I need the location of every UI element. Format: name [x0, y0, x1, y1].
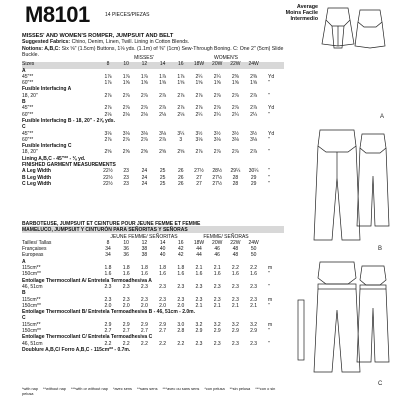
skill-level-es: Intermedio	[290, 16, 318, 23]
table-cell: 1.8	[177, 265, 185, 272]
table-cell: 2⅞	[213, 92, 221, 99]
table-cell: 2⅛	[104, 111, 112, 118]
table-cell: 2.1	[250, 302, 258, 309]
table-cell: 29	[250, 174, 257, 181]
table-cell: 8	[106, 239, 110, 246]
row-label: 150cm**	[22, 271, 41, 278]
footnote: *with nap	[22, 386, 39, 391]
pattern-number: M8101	[25, 2, 90, 27]
unit-label: "	[268, 80, 270, 87]
table-cell: 2⅞	[104, 105, 112, 112]
table-cell: 1⅞	[159, 73, 167, 80]
table-cell: 1.6	[159, 271, 167, 278]
table-cell: 2⅞	[159, 92, 167, 99]
row-label: FINISHED GARMENT MEASUREMENTS	[22, 162, 116, 169]
row-label: Entoilage Thermocollant A/ Entretela Termoadhesiva A	[22, 277, 152, 284]
table-cell: 2.1	[213, 265, 221, 272]
table-cell: 22½	[103, 180, 113, 187]
row-label: Sizes	[22, 61, 35, 68]
table-cell: 18W	[193, 61, 205, 68]
table-cell: 29	[250, 180, 257, 187]
table-cell: 2⅞	[231, 105, 239, 112]
table-cell: 24W	[248, 61, 259, 68]
unit-label: "	[268, 111, 270, 118]
table-cell: 27½	[194, 168, 204, 175]
table-cell: 2.3	[195, 283, 203, 290]
table-cell: 2.3	[195, 340, 203, 347]
row-label: 45"**	[22, 130, 34, 137]
table-cell: 2.3	[140, 283, 148, 290]
table-cell: 27	[196, 180, 202, 187]
unit-label: Yd	[268, 130, 275, 137]
table-cell: 27½	[212, 180, 223, 187]
table-cell: 1.8	[122, 265, 130, 272]
row-label: Lining A,B,C - 45"** - ⅜ yd.	[22, 155, 86, 162]
table-cell: 20W	[212, 239, 223, 246]
table-cell: 3.2	[231, 321, 239, 328]
table-cell: 3½	[195, 130, 203, 137]
view-c-label: C	[378, 381, 383, 387]
table-cell: 3¼	[177, 130, 185, 137]
table-cell: 2.3	[195, 296, 203, 303]
table-cell: 26	[178, 174, 184, 181]
table-cell: 3⅛	[140, 130, 148, 137]
table-cell: 2.3	[104, 296, 112, 303]
row-label: 150cm**	[22, 302, 41, 309]
table-cell: 28	[232, 174, 239, 181]
table-cell: 1.6	[140, 271, 148, 278]
view-b-label: B	[378, 246, 383, 252]
table-cell: 1⅝	[140, 80, 148, 87]
unit-label: "	[268, 180, 270, 187]
table-cell: 1.6	[213, 271, 221, 278]
unit-label: m	[268, 265, 273, 272]
table-cell: 46	[214, 252, 220, 259]
table-cell: 22½	[103, 168, 113, 175]
table-cell: 2.1	[213, 302, 221, 309]
table-cell: 1⅞	[104, 80, 112, 87]
table-cell: 26	[178, 168, 184, 175]
table-cell: 2⅞	[195, 149, 203, 156]
table-cell: 2.3	[213, 296, 221, 303]
row-label: Europeas	[22, 252, 44, 259]
footnote: ***avec ou sans sens	[162, 386, 200, 391]
table-cell: 2⅝	[177, 149, 185, 156]
fabrics-text: Chino, Denim, Linen, Twill. Lining in Cotton Blends.	[71, 39, 190, 46]
row-label: Fusible Interfacing C	[22, 143, 72, 150]
table-cell: 2⅝	[159, 149, 167, 156]
row-label: C Leg Width	[22, 180, 52, 187]
table-cell: 2⅞	[140, 105, 148, 112]
table-cell: 2.3	[250, 283, 258, 290]
table-cell: 2.3	[104, 283, 112, 290]
table-cell: 2.3	[177, 283, 185, 290]
unit-label: "	[268, 168, 270, 175]
table-cell: 2⅞	[140, 92, 148, 99]
table-cell: 2⅞	[177, 105, 185, 112]
table-cell: 2⅝	[122, 149, 130, 156]
table-cell: 3.0	[177, 321, 185, 328]
table-cell: 2.7	[140, 328, 148, 335]
row-label: 60"**	[22, 111, 34, 118]
table-cell: 36	[123, 252, 129, 259]
table-cell: 3⅛	[250, 136, 258, 143]
table-cell: 2.9	[104, 321, 112, 328]
table-cell: 2.3	[250, 296, 258, 303]
table-cell: 24	[141, 174, 148, 181]
table-cell: 1.8	[104, 265, 112, 272]
table-cell: 2⅞	[140, 136, 148, 143]
table-cell: 1⅞	[140, 73, 148, 80]
table-cell: 2.7	[122, 328, 130, 335]
row-label: A	[22, 67, 26, 74]
table-cell: 2⅞	[122, 105, 130, 112]
table-cell: 2⅞	[159, 136, 167, 143]
table-cell: 25	[159, 174, 166, 181]
table-cell: 2.3	[250, 340, 258, 347]
view-c-jumpsuit-belt-drawing	[298, 262, 389, 372]
table-cell: 27	[196, 174, 202, 181]
table-cell: 2⅝	[140, 149, 148, 156]
view-a-romper-drawing	[322, 8, 385, 48]
table-cell: 2.3	[231, 340, 239, 347]
table-cell: 2⅞	[122, 136, 130, 143]
footnote: **sin pelusa	[229, 386, 251, 391]
table-cell: 44	[196, 252, 202, 259]
table-cell: 2.9	[195, 328, 203, 335]
row-label: 46, 51cm	[22, 283, 43, 290]
table-cell: 2⅞	[104, 92, 112, 99]
table-cell: 2⅞	[159, 105, 167, 112]
table-cell: 18W	[193, 239, 205, 246]
table-cell: 2.2	[122, 340, 130, 347]
table-cell: 2.1	[231, 302, 239, 309]
table-cell: 8	[106, 61, 110, 68]
unit-label: m	[268, 321, 273, 328]
table-cell: 2.3	[159, 296, 167, 303]
table-cell: 25	[159, 180, 166, 187]
table-cell: 3.2	[250, 321, 258, 328]
table-cell: 27½	[212, 174, 223, 181]
table-cell: 48	[232, 246, 239, 253]
table-cell: 44	[196, 246, 202, 253]
table-cell: 2⅞	[122, 92, 130, 99]
table-cell: 2¼	[195, 73, 203, 80]
table-cell: 2⅞	[177, 92, 185, 99]
table-cell: 3½	[250, 130, 258, 137]
table-cell: 2.9	[140, 321, 148, 328]
table-cell: 2.7	[159, 328, 167, 335]
table-cell: 2.2	[177, 340, 185, 347]
table-cell: 2¼	[213, 73, 221, 80]
table-cell: 2⅛	[159, 111, 167, 118]
table-cell: 2⅜	[250, 73, 258, 80]
row-label: Doublure A,B,C/ Forro A,B,C - 115cm** - 0.7m.	[22, 346, 131, 353]
misses-group-label: MISSES'	[134, 55, 154, 61]
table-cell: 42	[178, 252, 184, 259]
table-cell: 1⅝	[195, 80, 203, 87]
table-cell: 28½	[212, 168, 223, 175]
table-cell: 2.1	[195, 265, 203, 272]
row-label: 45"**	[22, 73, 34, 80]
table-cell: 23	[123, 174, 129, 181]
view-b-jumpsuit-drawing	[314, 130, 389, 240]
table-cell: 3⅛	[122, 130, 130, 137]
footnote: **sans sens	[136, 386, 158, 391]
table-cell: 38	[141, 246, 148, 253]
row-label: Fusible Interfacing A	[22, 86, 72, 93]
misses-group-label: JEUNE FEMME/ SEÑORITAS	[110, 233, 178, 240]
unit-label: "	[268, 328, 270, 335]
table-cell: 3⅛	[195, 136, 203, 143]
fabrics-label: Suggested Fabrics:	[22, 39, 71, 46]
table-cell: 2⅞	[104, 136, 112, 143]
table-cell: 29¼	[230, 168, 241, 175]
table-cell: 23	[123, 168, 129, 175]
table-cell: 3⅛	[231, 136, 239, 143]
table-cell: 2⅞	[250, 149, 258, 156]
table-cell: 2.0	[177, 302, 185, 309]
row-label: 60"**	[22, 80, 34, 87]
row-label: Fusible Interfacing B - 18, 20" - 2⅝ yds.	[22, 117, 115, 124]
table-cell: 42	[178, 246, 184, 253]
table-cell: 2.2	[159, 340, 167, 347]
row-label: 150cm**	[22, 328, 41, 335]
table-cell: 28	[232, 180, 239, 187]
row-label: B	[22, 290, 26, 297]
table-cell: 12	[141, 61, 148, 68]
table-cell: 2.3	[159, 283, 167, 290]
unit-label: "	[268, 92, 270, 99]
table-cell: 3.2	[195, 321, 203, 328]
row-label: 18, 20"	[22, 149, 38, 156]
unit-label: "	[268, 271, 270, 278]
table-cell: 3½	[231, 130, 239, 137]
row-label: A	[22, 258, 26, 265]
table-cell: 3⅛	[104, 130, 112, 137]
table-cell: 2.3	[177, 296, 185, 303]
table-cell: 34	[105, 246, 111, 253]
table-cell: 1⅝	[159, 80, 167, 87]
table-cell: 2.9	[159, 321, 167, 328]
table-cell: 2.3	[231, 296, 239, 303]
row-label: Françaises	[22, 246, 47, 253]
table-cell: 1.6	[177, 271, 185, 278]
row-label: 115cm**	[22, 265, 41, 272]
view-illustrations	[286, 0, 400, 400]
table-cell: 22W	[230, 239, 241, 246]
table-cell: 38	[141, 252, 148, 259]
row-label: 45"**	[22, 105, 34, 112]
table-cell: 2.9	[231, 328, 239, 335]
table-cell: 50	[250, 246, 257, 253]
table-cell: 1⅞	[122, 73, 130, 80]
footnote: ***con o sin pelusa	[22, 386, 276, 396]
table-cell: 2.2	[231, 265, 239, 272]
table-cell: 2.3	[213, 340, 221, 347]
table-cell: 22W	[230, 61, 241, 68]
table-cell: 24	[141, 168, 148, 175]
row-label: A Leg Width	[22, 168, 51, 175]
table-cell: 2¼	[231, 111, 239, 118]
table-cell: 2.2	[250, 265, 258, 272]
table-cell: 2⅞	[231, 149, 239, 156]
row-label: Tailles/ Tallas	[22, 239, 52, 246]
table-cell: 2⅞	[250, 105, 258, 112]
table-cell: 2.9	[122, 321, 130, 328]
table-cell: 2¼	[250, 111, 258, 118]
row-label: BARBOTEUSE, JUMPSUIT ET CEINTURE POUR JEUNE FEMME ET FEMME	[22, 221, 201, 227]
table-cell: 25	[159, 168, 166, 175]
table-cell: 2.3	[140, 296, 148, 303]
table-cell: 12	[141, 239, 148, 246]
table-cell: 24	[141, 180, 148, 187]
pieces-count: 14 PIECES/PIEZAS	[105, 12, 150, 18]
table-cell: 2.3	[122, 283, 130, 290]
notions-label: Notions: A,B,C:	[22, 45, 61, 52]
table-cell: 2.2	[140, 340, 148, 347]
table-cell: 14	[159, 61, 166, 68]
table-cell: 20W	[212, 61, 223, 68]
unit-label: "	[268, 174, 270, 181]
table-cell: 2⅜	[231, 73, 239, 80]
row-label: B	[22, 99, 26, 106]
table-cell: 2.9	[250, 328, 258, 335]
table-cell: 2.0	[140, 302, 148, 309]
table-cell: 1.6	[195, 271, 203, 278]
table-cell: 2⅞	[213, 105, 221, 112]
row-label: B Leg Width	[22, 174, 52, 181]
skill-level-fr: Moins Facile	[285, 10, 318, 17]
table-cell: 2.0	[104, 302, 112, 309]
table-cell: 22½	[103, 174, 113, 181]
unit-label: Yd	[268, 73, 275, 80]
table-cell: 1⅝	[231, 80, 239, 87]
unit-label: Yd	[268, 105, 275, 112]
unit-label: "	[268, 340, 270, 347]
table-cell: 34	[105, 252, 111, 259]
footnotes	[22, 386, 284, 396]
footnote: **without nap	[43, 386, 66, 391]
table-cell: 46	[214, 246, 220, 253]
table-cell: 40	[159, 252, 166, 259]
table-cell: 2.0	[159, 302, 167, 309]
table-cell: 2.3	[213, 283, 221, 290]
table-cell: 30¼	[248, 168, 259, 175]
table-cell: 1⅝	[122, 80, 130, 87]
table-cell: 2¼	[195, 111, 203, 118]
footnote: *avec sens	[112, 386, 132, 391]
table-cell: 1.6	[104, 271, 112, 278]
table-cell: 1.6	[231, 271, 239, 278]
pattern-title: MISSES' AND WOMEN'S ROMPER, JUMPSUIT AND BELT	[22, 33, 174, 39]
row-label: MAMELUCO, JUMPSUIT Y CINTURÓN PARA SEÑORITAS Y SEÑORAS	[22, 227, 188, 234]
table-cell: 26	[178, 180, 184, 187]
table-cell: 1.8	[159, 265, 167, 272]
row-label: 46, 51cm	[22, 340, 43, 347]
table-cell: 1⅝	[250, 80, 258, 87]
table-cell: 2⅛	[140, 111, 148, 118]
row-label: Entoilage Thermocollant C/ Entretela Termoadhesiva C	[22, 334, 153, 341]
table-cell: 23	[123, 180, 129, 187]
table-cell: 2.3	[231, 283, 239, 290]
row-label: C	[22, 124, 26, 131]
garment-line-drawings	[286, 0, 400, 400]
table-cell: 3⅛	[213, 136, 221, 143]
table-cell: 3.2	[213, 321, 221, 328]
row-label: 18, 20"	[22, 92, 38, 99]
unit-label: "	[268, 283, 270, 290]
unit-label: "	[268, 136, 270, 143]
table-cell: 16	[178, 239, 184, 246]
row-label: 115cm**	[22, 296, 41, 303]
table-cell: 2⅞	[250, 92, 258, 99]
unit-label: "	[268, 302, 270, 309]
table-cell: 3½	[213, 130, 221, 137]
table-cell: 2⅞	[231, 92, 239, 99]
table-cell: 2.9	[213, 328, 221, 335]
table-cell: 40	[159, 246, 166, 253]
table-cell: 36	[123, 246, 129, 253]
table-cell: 10	[123, 61, 129, 68]
unit-label: "	[268, 149, 270, 156]
table-cell: 2.1	[195, 302, 203, 309]
table-cell: 1.6	[122, 271, 130, 278]
table-cell: 16	[178, 61, 184, 68]
row-label: 60"**	[22, 136, 34, 143]
table-cell: 1⅝	[213, 80, 221, 87]
table-cell: 1⅞	[104, 73, 112, 80]
table-cell: 2⅞	[195, 92, 203, 99]
footnote: *con pelusa	[204, 386, 225, 391]
womens-group-label: FEMME/ SEÑORAS	[203, 233, 249, 240]
table-cell: 1⅞	[177, 73, 185, 80]
notions-text: Six ⅝" (1.5cm) Buttons, 1⅛ yds. (1.1m) of ⅜" (1cm) Sew-Through Boning. C: One 2" (5cm) Slide Buckle.	[22, 45, 284, 58]
table-cell: 2⅛	[122, 111, 130, 118]
row-label: Entoilage Thermocollant B/ Entretela Termoadhesiva B - 46, 51cm - 2.0m.	[22, 309, 196, 316]
unit-label: m	[268, 296, 273, 303]
table-cell: 2.3	[122, 296, 130, 303]
skill-level-en: Average	[296, 4, 318, 10]
table-cell: 50	[250, 252, 257, 259]
table-cell: 2⅛	[177, 111, 185, 118]
table-cell: 2¼	[213, 111, 221, 118]
table-cell: 2.7	[104, 328, 112, 335]
row-label: C	[22, 315, 26, 322]
table-cell: 3⅛	[159, 130, 167, 137]
view-a-label: A	[380, 114, 385, 120]
womens-group-label: WOMEN'S	[213, 55, 238, 61]
table-cell: 2.2	[104, 340, 112, 347]
table-cell: 14	[159, 239, 166, 246]
table-cell: 10	[123, 239, 129, 246]
table-cell: 24W	[248, 239, 259, 246]
table-cell: 1⅝	[177, 80, 185, 87]
table-cell: 2⅝	[104, 149, 112, 156]
footnote: ***with or without nap	[70, 386, 108, 391]
table-cell: 2.8	[177, 328, 185, 335]
table-cell: 2⅞	[213, 149, 221, 156]
table-cell: 3	[179, 136, 183, 143]
table-cell: 2⅞	[195, 105, 203, 112]
table-cell: 1.6	[250, 271, 258, 278]
row-label: 115cm**	[22, 321, 41, 328]
table-cell: 2.0	[122, 302, 130, 309]
table-cell: 48	[232, 252, 239, 259]
table-cell: 1.8	[140, 265, 148, 272]
